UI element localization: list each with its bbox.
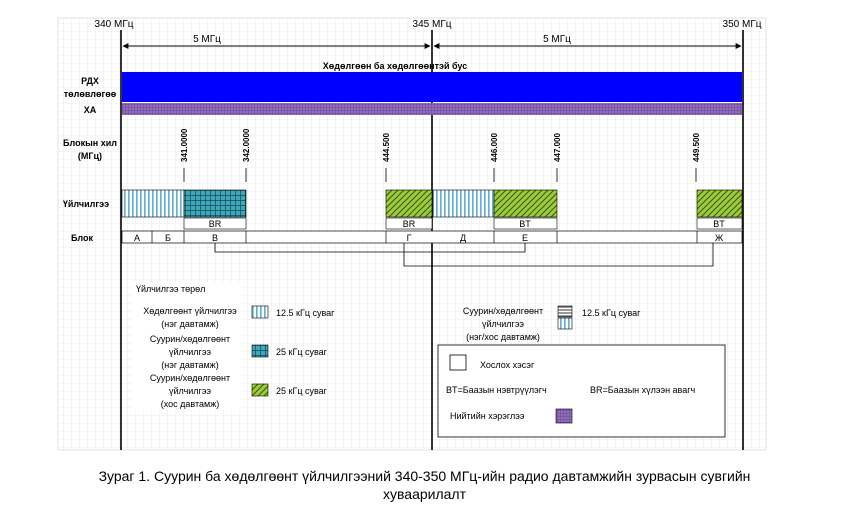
direction-bt-1: BT (519, 219, 531, 229)
legend-swatch-hlines (558, 306, 572, 317)
common-use-label: Нийтийн хэрэглээ (450, 411, 525, 421)
direction-br-1: BR (208, 219, 222, 229)
xa-label: ХА (83, 105, 97, 115)
legend-item1-desc: 12.5 кГц суваг (276, 308, 335, 318)
legend-item1-line1: Хөдөлгөөнт үйлчилгээ (143, 306, 237, 316)
xa-bar (122, 103, 742, 115)
block-g: Г (406, 233, 412, 243)
guard-band-label: Хослох хэсэг (480, 360, 535, 370)
boundary-446: 446.000 (490, 133, 499, 162)
figure-caption (0, 467, 849, 503)
legend-right-item-line3: (нэг/хос давтамж) (466, 332, 540, 342)
freq-label-340: 340 МГц (94, 19, 134, 30)
caption-line-2: хуваарилалт (383, 486, 466, 502)
boundary-444-5: 444.500 (382, 133, 391, 162)
legend-item2-line2: үйлчилгээ (168, 347, 212, 357)
legend-item2-line3: (нэг давтамж) (161, 360, 219, 370)
legend-item1-line2: (нэг давтамж) (161, 319, 219, 329)
boundary-449-5: 449.500 (692, 133, 701, 162)
block-row-label: Блок (70, 233, 94, 243)
service-label: Үйлчилгээ (62, 199, 110, 209)
block-d: Д (459, 233, 467, 243)
br-definition: BR=Баазын хүлээн авагч (590, 385, 696, 395)
legend-right-item-line1: Суурин/хөдөлгөөнт (462, 306, 544, 316)
boundary-341: 341.0000 (180, 128, 189, 162)
freq-label-345: 345 МГц (412, 19, 452, 30)
boundary-447: 447.000 (553, 133, 562, 162)
legend-swatch-vstripe (252, 306, 268, 318)
freq-label-350: 350 МГц (722, 19, 762, 30)
bt-definition: BT=Баазын нэвтрүүлэгч (446, 385, 547, 395)
block-b: Б (165, 233, 171, 243)
direction-bt-2: BT (713, 219, 725, 229)
block-v: В (211, 233, 219, 243)
service-block-zh (697, 190, 742, 217)
legend-item3-line2: үйлчилгээ (168, 386, 212, 396)
guard-band-swatch (450, 355, 466, 370)
legend-item3-line3: (хос давтамж) (160, 399, 220, 409)
service-block-v (184, 190, 246, 217)
boundary-342: 342.0000 (242, 128, 251, 162)
block-e: Е (521, 233, 529, 243)
band-title: Хөдөлгөөн ба хөдөлгөөнтэй бус (322, 61, 468, 71)
legend-item2-line1: Суурин/хөдөлгөөнт (149, 334, 231, 344)
block-freq-label-line2: (МГц) (77, 151, 103, 161)
direction-br-2: BR (402, 219, 416, 229)
service-block-e (494, 190, 557, 217)
legend-right-item-desc: 12.5 кГц суваг (582, 308, 641, 318)
legend-title: Үйлчилгээ төрөл (136, 284, 206, 294)
legend-swatch-diag (252, 384, 268, 396)
rdx-label-line1: РДХ (81, 76, 99, 86)
legend-item3-line1: Суурин/хөдөлгөөнт (149, 373, 231, 383)
caption-line-1: Зураг 1. Суурин ба хөдөлгөөнт үйлчилгээний 340-350 МГц-ийн радио давтамжийн зурвасын сувгийн (98, 468, 751, 484)
common-use-swatch (556, 409, 572, 423)
rdx-plan-bar (122, 72, 742, 102)
rdx-label-line2: төлөвлөгөө (63, 89, 117, 99)
span-label-right: 5 МГц (543, 34, 571, 45)
legend-swatch-vstripe-2 (558, 318, 572, 329)
service-block-g (386, 190, 432, 217)
block-a: А (133, 233, 141, 243)
legend-item2-desc: 25 кГц суваг (276, 347, 327, 357)
block-zh: Ж (714, 233, 724, 243)
legend-right-item-line2: үйлчилгээ (481, 319, 525, 329)
block-freq-label-line1: Блокын хил (63, 138, 117, 148)
service-block-d (433, 190, 494, 217)
span-label-left: 5 МГц (193, 34, 221, 45)
legend-swatch-gridsq (252, 345, 268, 357)
legend-item3-desc: 25 кГц суваг (276, 386, 327, 396)
service-block-a-b (122, 190, 184, 217)
